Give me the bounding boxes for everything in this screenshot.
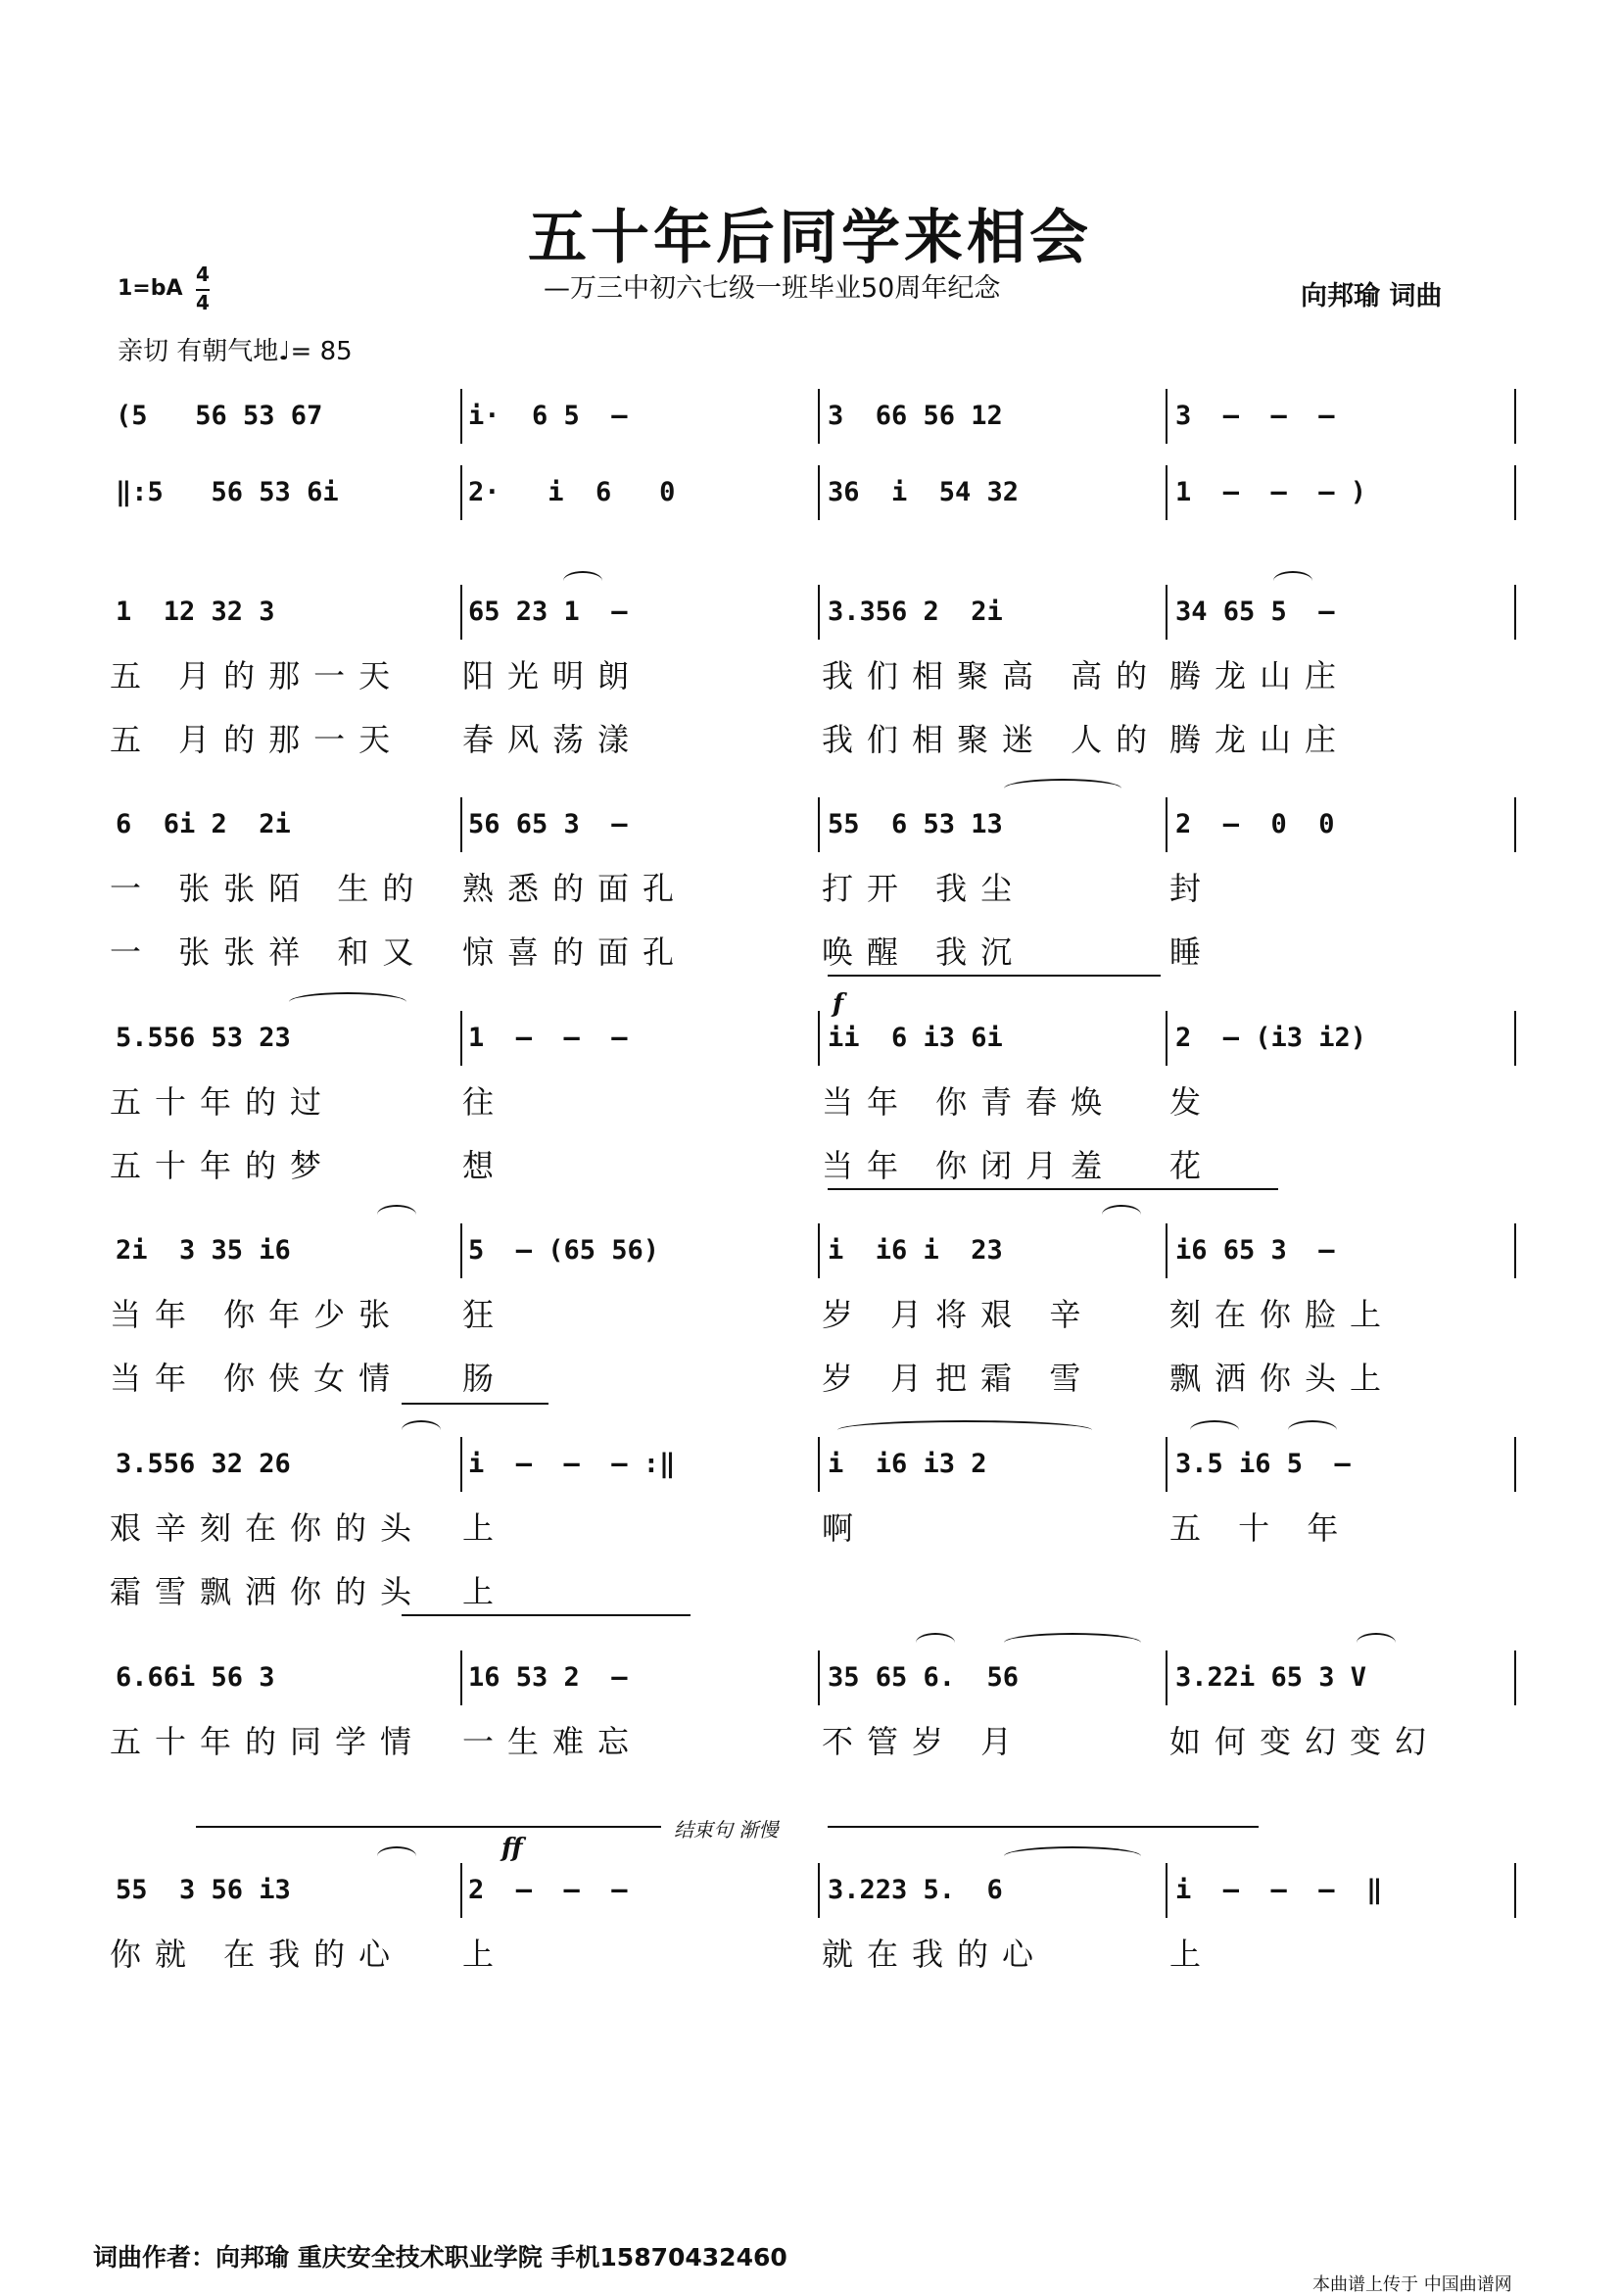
barline (460, 1437, 462, 1492)
barline (1166, 1011, 1167, 1066)
barline (1166, 1437, 1167, 1492)
barline (818, 1223, 820, 1278)
barline (1514, 585, 1516, 640)
measure-notes: 5.556 53 23 (116, 1023, 291, 1053)
lyric-phrase: 发 (1169, 1083, 1215, 1121)
time-signature-bottom: 4 (196, 291, 210, 314)
forte-mark: f (833, 989, 844, 1019)
lyric-phrase: 上 (1169, 1936, 1215, 1973)
lyric-phrase: 飘洒你头上 (1169, 1360, 1396, 1397)
lyric-phrase: 上 (462, 1936, 508, 1973)
measure-notes: 16 53 2 – (468, 1662, 628, 1693)
measure-notes: 6.66i 56 3 (116, 1662, 275, 1693)
lyrics-verse-2 (0, 1354, 1620, 1401)
lyric-phrase: 花 (1169, 1147, 1215, 1184)
measure-notes: 35 65 6. 56 (828, 1662, 1020, 1693)
lyrics-verse-2 (0, 1567, 1620, 1614)
author-credit: 向邦瑜 词曲 (1301, 281, 1443, 311)
lyric-phrase: 一 张张陌 生的 (110, 870, 428, 907)
barline (460, 797, 462, 852)
lyric-phrase: 啊 (822, 1509, 868, 1547)
lyric-phrase: 封 (1169, 870, 1215, 907)
tempo-value: ♩= 85 (278, 337, 353, 366)
barline (1166, 1650, 1167, 1705)
slur-mark (1004, 1633, 1141, 1652)
lyric-phrase: 岁 月将艰 辛 (822, 1296, 1095, 1333)
measure-notes: 3.556 32 26 (116, 1449, 291, 1479)
fortissimo-mark: ff (501, 1834, 523, 1863)
lyrics-verse-2 (0, 928, 1620, 975)
barline (460, 1223, 462, 1278)
barline (818, 465, 820, 520)
lyrics-verse-1 (0, 1290, 1620, 1337)
lyrics-verse-1 (0, 1504, 1620, 1551)
slur-mark (377, 1846, 416, 1866)
lyric-phrase: 唤醒 我沉 (822, 933, 1026, 971)
lyric-phrase: 当年 你闭月羞 (822, 1147, 1117, 1184)
time-signature-top: 4 (196, 263, 210, 286)
footer-credit: 词曲作者：向邦瑜 重庆安全技术职业学院 手机15870432460 (93, 2243, 787, 2272)
measure-notes: 5 – (65 56) (468, 1235, 660, 1266)
measure-notes: i i6 i 23 (828, 1235, 1003, 1266)
barline (1514, 1011, 1516, 1066)
lyric-phrase: 当年 你年少张 (110, 1296, 405, 1333)
lyrics-verse-2 (0, 1141, 1620, 1188)
music-system-1 (0, 397, 1620, 465)
slur-mark (1357, 1633, 1396, 1652)
verse-divider (828, 1188, 1278, 1190)
barline (1514, 1437, 1516, 1492)
barline (1514, 389, 1516, 444)
barline (460, 1863, 462, 1918)
measure-notes: ii 6 i3 6i (828, 1023, 1003, 1053)
barline (818, 1011, 820, 1066)
lyric-phrase: 一 张张祥 和又 (110, 933, 428, 971)
measure-notes: 6 6i 2 2i (116, 809, 291, 839)
lyric-phrase: 当年 你侠女情 (110, 1360, 405, 1397)
measure-notes: 1 – – – (468, 1023, 628, 1053)
lyric-phrase: 往 (462, 1083, 508, 1121)
lyrics-verse-1 (0, 651, 1620, 698)
slur-mark (1190, 1420, 1239, 1440)
measure-notes: i – – – :‖ (468, 1449, 676, 1479)
lyric-phrase: 惊喜的面孔 (462, 933, 689, 971)
slur-mark (563, 571, 602, 591)
lyric-phrase: 阳光明朗 (462, 657, 643, 694)
lyric-phrase: 想 (462, 1147, 508, 1184)
barline (1514, 465, 1516, 520)
lyrics-verse-1 (0, 1930, 1620, 1977)
measure-notes: 2· i 6 0 (468, 477, 676, 507)
barline (460, 585, 462, 640)
measure-notes: 56 65 3 – (468, 809, 628, 839)
barline (818, 585, 820, 640)
lyric-phrase: 不管岁 月 (822, 1723, 1026, 1760)
measure-notes: 1 – – – ) (1175, 477, 1367, 507)
barline (818, 389, 820, 444)
measure-notes: 3.22i 65 3 V (1175, 1662, 1367, 1693)
lyric-phrase: 五 月的那一天 (110, 721, 405, 758)
lyrics-verse-2 (0, 715, 1620, 762)
measure-notes: 2 – (i3 i2) (1175, 1023, 1367, 1053)
lyric-phrase: 五十年的同学情 (110, 1723, 426, 1760)
barline (1514, 1223, 1516, 1278)
measure-notes: 2 – – – (468, 1875, 628, 1905)
lyrics-verse-1 (0, 1077, 1620, 1124)
tempo-text: 亲切 有朝气地 (118, 337, 279, 366)
barline (1166, 585, 1167, 640)
verse-divider (402, 1614, 691, 1616)
verse-divider (402, 1403, 548, 1405)
page-title: 五十年后同学来相会 (528, 204, 1092, 272)
slur-mark (837, 1420, 1092, 1440)
barline (818, 797, 820, 852)
lyric-phrase: 一生难忘 (462, 1723, 643, 1760)
barline (460, 1650, 462, 1705)
barline (1514, 1863, 1516, 1918)
lyric-phrase: 你就 在我的心 (110, 1936, 405, 1973)
measure-notes: 34 65 5 – (1175, 597, 1335, 627)
barline (1166, 389, 1167, 444)
lyric-phrase: 春风荡漾 (462, 721, 643, 758)
music-system-2 (0, 473, 1620, 542)
verse-divider (828, 975, 1161, 977)
ending-line-right (828, 1826, 1259, 1828)
measure-notes: 3.223 5. 6 (828, 1875, 1003, 1905)
slur-mark (402, 1420, 441, 1440)
key-signature: 1=bA (118, 276, 183, 301)
slur-mark (1004, 1846, 1141, 1866)
barline (1166, 1223, 1167, 1278)
lyric-phrase: 刻在你脸上 (1169, 1296, 1396, 1333)
lyric-phrase: 五十年的过 (110, 1083, 336, 1121)
barline (1514, 797, 1516, 852)
measure-notes: 3 – – – (1175, 401, 1335, 431)
barline (1166, 465, 1167, 520)
lyric-phrase: 睡 (1169, 933, 1215, 971)
measure-notes: 3 66 56 12 (828, 401, 1003, 431)
slur-mark (1004, 779, 1121, 798)
tempo-marking (118, 331, 353, 367)
barline (1166, 1863, 1167, 1918)
slur-mark (1273, 571, 1312, 591)
barline (818, 1437, 820, 1492)
barline (460, 1011, 462, 1066)
lyric-phrase: 当年 你青春焕 (822, 1083, 1117, 1121)
measure-notes: ‖:5 56 53 6i (116, 477, 339, 507)
slur-mark (1102, 1205, 1141, 1224)
slur-mark (289, 992, 406, 1012)
subtitle: —万三中初六七级一班毕业50周年纪念 (544, 273, 1001, 304)
lyrics-verse-1 (0, 864, 1620, 911)
measure-notes: 55 3 56 i3 (116, 1875, 291, 1905)
measure-notes: 3.356 2 2i (828, 597, 1003, 627)
lyric-phrase: 熟悉的面孔 (462, 870, 689, 907)
lyric-phrase: 艰辛刻在你的头 (110, 1509, 426, 1547)
lyric-phrase: 五 十 年 (1169, 1509, 1353, 1547)
lyric-phrase: 我们相聚迷 人的 (822, 721, 1162, 758)
measure-notes: 3.5 i6 5 – (1175, 1449, 1351, 1479)
measure-notes: i· 6 5 – (468, 401, 628, 431)
corner-watermark: 本曲谱上传于 中国曲谱网 (1312, 2274, 1512, 2295)
lyric-phrase: 狂 (462, 1296, 508, 1333)
slur-mark (916, 1633, 955, 1652)
ending-annotation: 结束句 渐慢 (674, 1818, 779, 1842)
lyric-phrase: 打开 我尘 (822, 870, 1026, 907)
lyric-phrase: 如何变幻变幻 (1169, 1723, 1441, 1760)
ending-line-left (196, 1826, 661, 1828)
barline (460, 465, 462, 520)
measure-notes: 36 i 54 32 (828, 477, 1020, 507)
barline (1166, 797, 1167, 852)
lyric-phrase: 五 月的那一天 (110, 657, 405, 694)
measure-notes: 65 23 1 – (468, 597, 628, 627)
lyric-phrase: 腾龙山庄 (1169, 721, 1351, 758)
barline (818, 1650, 820, 1705)
lyric-phrase: 上 (462, 1573, 508, 1610)
lyric-phrase: 就在我的心 (822, 1936, 1048, 1973)
lyric-phrase: 霜雪飘洒你的头 (110, 1573, 426, 1610)
barline (818, 1863, 820, 1918)
lyric-phrase: 上 (462, 1509, 508, 1547)
measure-notes: i – – – ‖ (1175, 1875, 1383, 1905)
measure-notes: 2i 3 35 i6 (116, 1235, 291, 1266)
measure-notes: 55 6 53 13 (828, 809, 1003, 839)
barline (460, 389, 462, 444)
lyric-phrase: 腾龙山庄 (1169, 657, 1351, 694)
measure-notes: 1 12 32 3 (116, 597, 275, 627)
lyrics-verse-1 (0, 1717, 1620, 1764)
barline (1514, 1650, 1516, 1705)
lyric-phrase: 五十年的梦 (110, 1147, 336, 1184)
slur-mark (1288, 1420, 1337, 1440)
measure-notes: i i6 i3 2 (828, 1449, 987, 1479)
lyric-phrase: 肠 (462, 1360, 508, 1397)
slur-mark (377, 1205, 416, 1224)
measure-notes: (5 56 53 67 (116, 401, 323, 431)
measure-notes: i6 65 3 – (1175, 1235, 1335, 1266)
measure-notes: 2 – 0 0 (1175, 809, 1335, 839)
lyric-phrase: 岁 月把霜 雪 (822, 1360, 1095, 1397)
lyric-phrase: 我们相聚高 高的 (822, 657, 1162, 694)
